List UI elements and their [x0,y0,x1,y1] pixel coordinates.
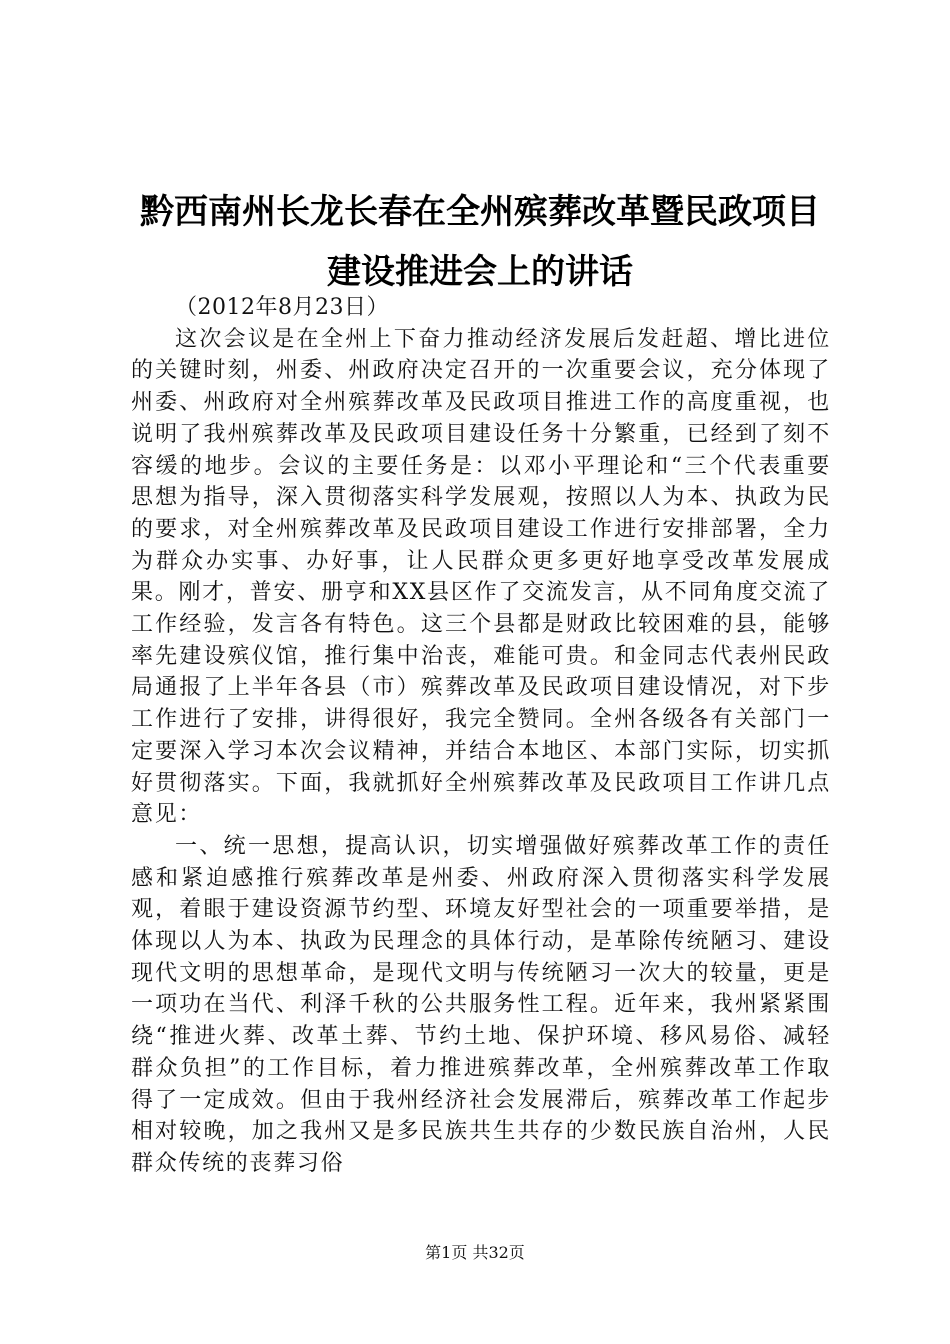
document-body [131,292,831,1180]
page-footer: 第1页 共32页 [425,1243,525,1262]
paragraph-intro: 这次会议是在全州上下奋力推动经济发展后发赶超、增比进位的关键时刻，州委、州政府决定召开的一次重要会议，充分体现了州委、州政府对全州殡葬改革及民政项目推进工作的高度重视，也说明了我州殡葬改革及民政项目建设任务十分繁重，已经到了刻不容缓的地步。会议的主要任务是：以邓小平理论和“三个代表重要思想为指导，深入贯彻落实科学发展观，按照以人为本、执政为民的要求，对全州殡葬改革及民政项目建设工作进行安排部署，全力为群众办实事、办好事，让人民群众更多更好地享受改革发展成果。刚才，普安、册亨和XX县区作了交流发言，从不同角度交流了工作经验，发言各有特色。这三个县都是财政比较困难的县，能够率先建设殡仪馆，推行集中治丧，难能可贵。和金同志代表州民政局通报了上半年各县（市）殡葬改革及民政项目建设情况，对下步工作进行了安排，讲得很好，我完全赞同。全州各级各有关部门一定要深入学习本次会议精神，并结合本地区、本部门实际，切实抓好贯彻落实。下面，我就抓好全州殡葬改革及民政项目工作讲几点意见： [131,326,831,828]
title-line-1: 黔西南州长龙长春在全州殡葬改革暨民政项目 [140,192,820,232]
speech-date: （2012年8月23日） [175,295,389,320]
paragraph-section-1: 一、统一思想，提高认识，切实增强做好殡葬改革工作的责任感和紧迫感推行殡葬改革是州委、州政府深入贯彻落实科学发展观，着眼于建设资源节约型、环境友好型社会的一项重要举措，是体现以人为本、执政为民理念的具体行动，是革除传统陋习、建设现代文明的思想革命，是现代文明与传统陋习一次大的较量，更是一项功在当代、利泽千秋的公共服务性工程。近年来，我州紧紧围绕“推进火葬、改革土葬、节约土地、保护环境、移风易俗、减轻群众负担”的工作目标，着力推进殡葬改革，全州殡葬改革工作取得了一定成效。但由于我州经济社会发展滞后，殡葬改革工作起步相对较晚，加之我州又是多民族共生共存的少数民族自治州，人民群众传统的丧葬习俗 [131,833,831,1176]
document-title [100,182,860,302]
title-line-2: 建设推进会上的讲话 [327,252,633,292]
